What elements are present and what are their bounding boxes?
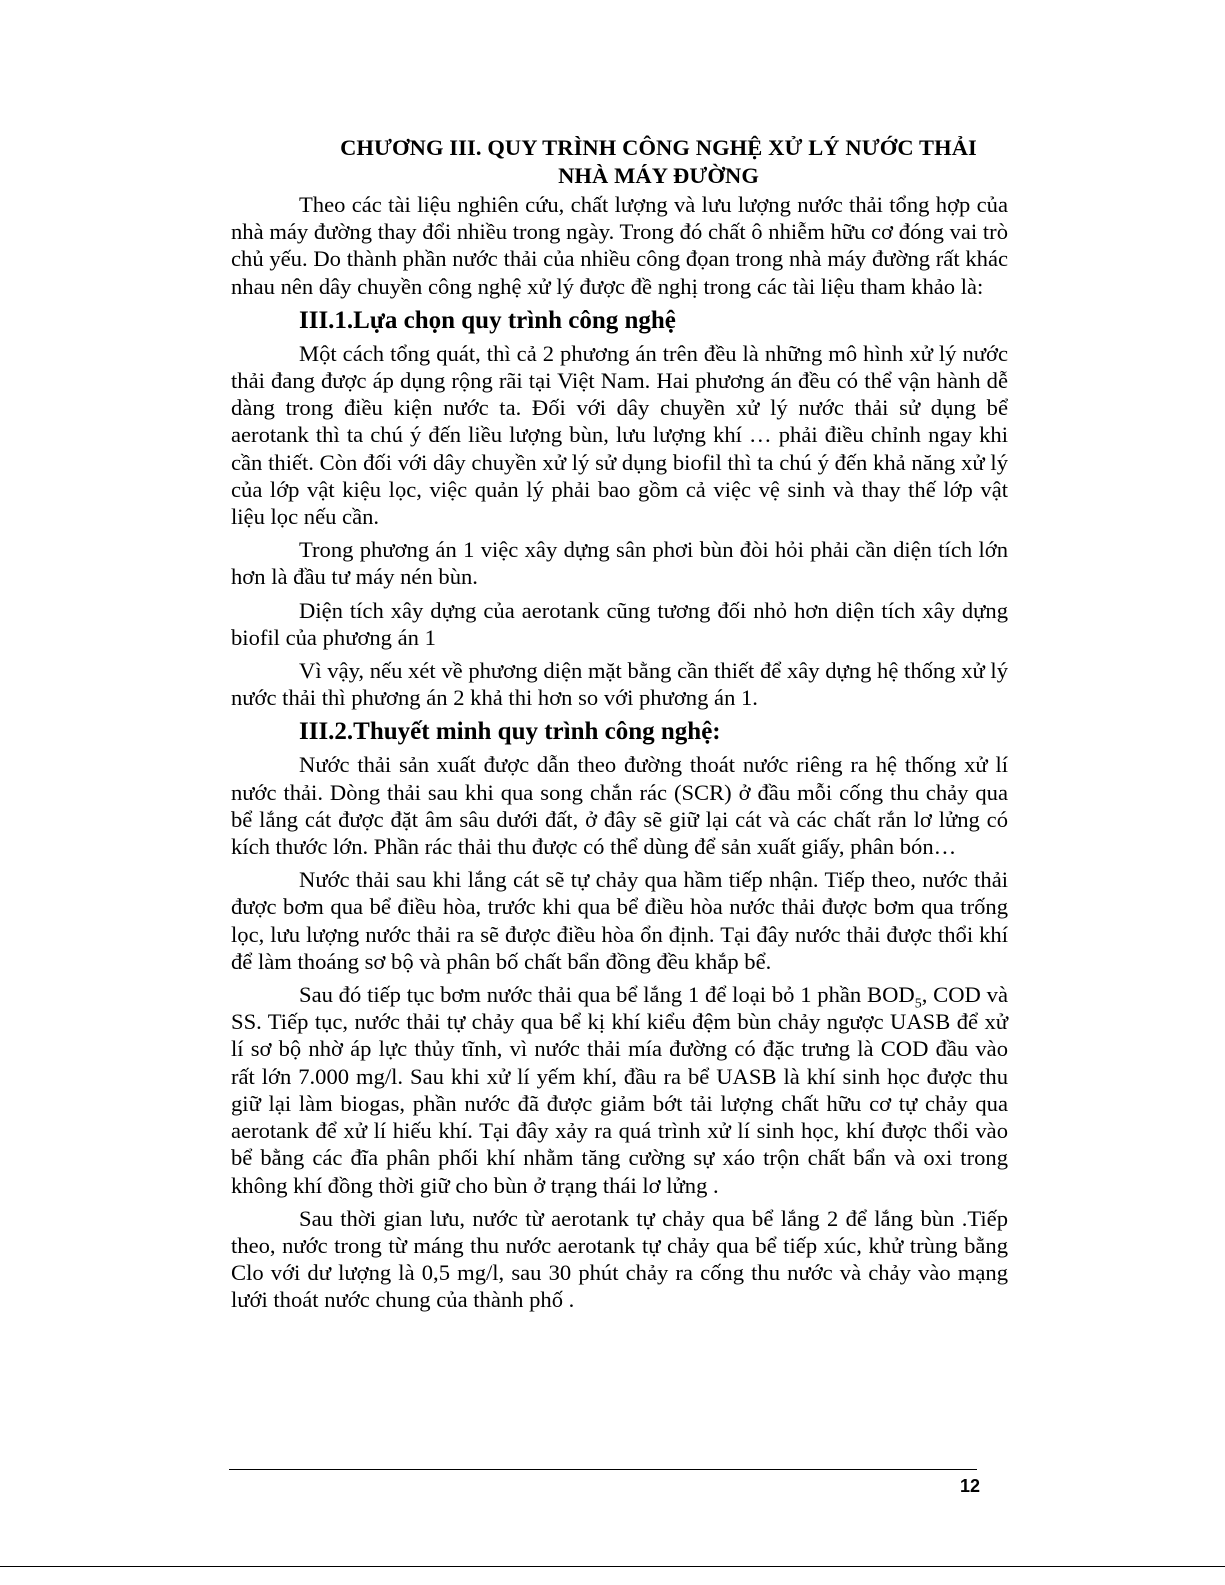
bod-subscript: 5	[914, 996, 922, 1012]
bottom-edge-line	[0, 1566, 1225, 1567]
document-page	[231, 134, 1008, 1314]
section2-paragraph-1: Nước thải sản xuất được dẫn theo đường thoát nước riêng ra hệ thống xử lí nước thải. Dòng thải sau khi qua song chắn rác (SCR) ở đầu mỗi cống thu chảy qua bể lắng cát được đặt âm sâu dưới đất, ở đây sẽ giữ lại cát và các chất rắn lơ lửng có kích thước lớn. Phần rác thải thu được có thể dùng để sản xuất giấy, phân bón…	[231, 752, 1008, 860]
section2-heading: III.2.Thuyết minh quy trình công nghệ:	[299, 718, 721, 746]
section2-paragraph-3-part2: , COD và SS. Tiếp tục, nước thải tự chảy qua bể kị khí kiểu đệm bùn chảy ngược UASB để xử lí sơ bộ nhờ áp lực thủy tĩnh, vì nước thải mía đường có đặc trưng là COD đầu vào rất lớn 7.000 mg/l. Sau khi xử lí yếm khí, đầu ra bể UASB là khí sinh học được thu giữ lại làm biogas, phần nước đã được giảm bớt tải lượng chất hữu cơ tự chảy qua aerotank để xử lí hiếu khí. Tại đây xảy ra quá trình xử lí sinh học, khí được thổi vào bể bằng các đĩa phân phối khí nhằm tăng cường sự xáo trộn chất bẩn và oxi trong không khí đồng thời giữ cho bùn ở trạng thái lơ lửng .	[231, 982, 1008, 1198]
footer-divider	[229, 1469, 977, 1470]
section1-paragraph-1: Một cách tổng quát, thì cả 2 phương án trên đều là những mô hình xử lý nước thải đang được áp dụng rộng rãi tại Việt Nam. Hai phương án đều có thể vận hành dễ dàng trong điều kiện nước ta. Đối với dây chuyền xử lý nước thải sử dụng bể aerotank thì ta chú ý đến liều lượng bùn, lưu lượng khí … phải điều chỉnh ngay khi cần thiết. Còn đối với dây chuyền xử lý sử dụng biofil thì ta chú ý đến khả năng xử lý của lớp vật kiệu lọc, việc quản lý phải bao gồm cả việc vệ sinh và thay thế lớp vật liệu lọc nếu cần.	[231, 340, 1008, 530]
section2-paragraph-3	[231, 981, 1008, 1199]
section1-paragraph-3: Diện tích xây dựng của aerotank cũng tương đối nhỏ hơn diện tích xây dựng biofil của phương án 1	[231, 597, 1008, 650]
chapter-title	[231, 134, 1008, 190]
chapter-title-line2: NHÀ MÁY ĐƯỜNG	[558, 163, 759, 188]
section2-paragraph-2: Nước thải sau khi lắng cát sẽ tự chảy qua hầm tiếp nhận. Tiếp theo, nước thải được bơm qua bể điều hòa, trước khi qua bể điều hòa nước thải được bơm qua trống lọc, lưu lượng nước thải ra sẽ được điều hòa ổn định. Tại đây nước thải được thổi khí để làm thoáng sơ bộ và phân bố chất bẩn đồng đều khắp bể.	[231, 867, 1008, 974]
chapter-title-line1: CHƯƠNG III. QUY TRÌNH CÔNG NGHỆ XỬ LÝ NƯỚC THẢI	[340, 135, 977, 160]
intro-paragraph: Theo các tài liệu nghiên cứu, chất lượng và lưu lượng nước thải tổng hợp của nhà máy đường thay đổi nhiều trong ngày. Trong đó chất ô nhiễm hữu cơ đóng vai trò chủ yếu. Do thành phần nước thải của nhiều công đọan trong nhà máy đường rất khác nhau nên dây chuyền công nghệ xử lý được đề nghị trong các tài liệu tham khảo là:	[231, 192, 1008, 299]
page-number: 12	[959, 1476, 980, 1496]
section1-paragraph-2: Trong phương án 1 việc xây dựng sân phơi bùn đòi hỏi phải cần diện tích lớn hơn là đầu tư máy nén bùn.	[231, 537, 1008, 590]
section1-paragraph-4: Vì vậy, nếu xét về phương diện mặt bằng cần thiết để xây dựng hệ thống xử lý nước thải thì phương án 2 khả thi hơn so với phương án 1.	[231, 658, 1008, 711]
section1-heading: III.1.Lựa chọn quy trình công nghệ	[299, 306, 676, 334]
section2-paragraph-4: Sau thời gian lưu, nước từ aerotank tự chảy qua bể lắng 2 để lắng bùn .Tiếp theo, nước trong từ máng thu nước aerotank tự chảy qua bể tiếp xúc, khử trùng bằng Clo với dư lượng là 0,5 mg/l, sau 30 phút chảy ra cống thu nước và chảy vào mạng lưới thoát nước chung của thành phố .	[231, 1205, 1008, 1313]
section2-paragraph-3-part1: Sau đó tiếp tục bơm nước thải qua bể lắng 1 để loại bỏ 1 phần BOD	[299, 982, 915, 1008]
